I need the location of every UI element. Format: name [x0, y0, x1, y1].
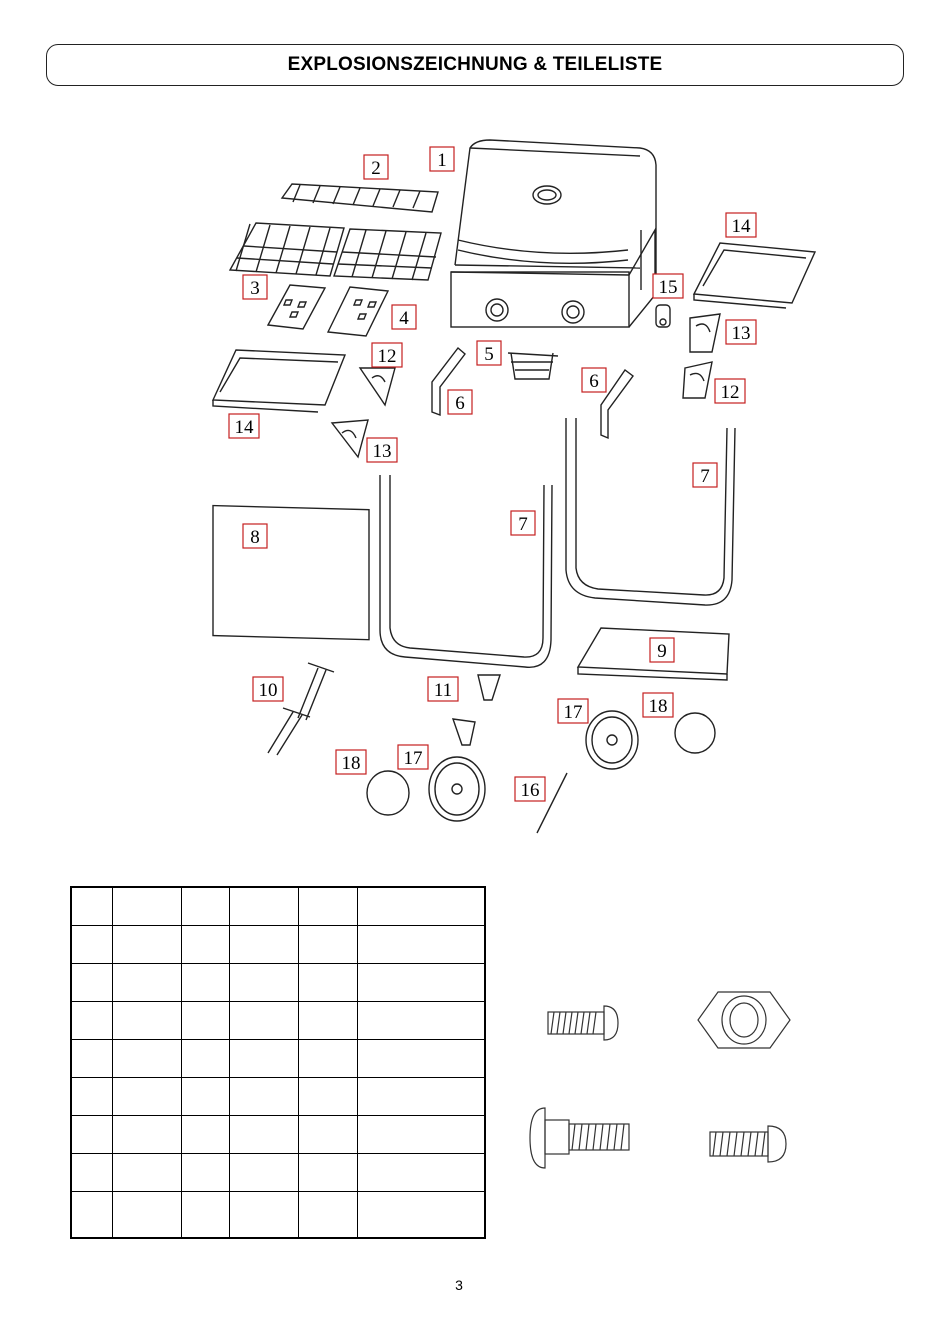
table-cell — [71, 1116, 113, 1154]
table-cell — [299, 1040, 358, 1078]
callout-label: 4 — [399, 308, 409, 329]
carriage-bolt-icon — [530, 1108, 629, 1168]
leg-frames-drawing — [380, 418, 735, 667]
callout-label: 10 — [258, 680, 278, 701]
table-cell — [299, 926, 358, 964]
callout-label: 6 — [589, 371, 599, 392]
table-cell — [113, 1002, 182, 1040]
header-box — [46, 44, 904, 86]
table-cell — [230, 1116, 299, 1154]
callout-6 — [582, 368, 606, 392]
table-cell — [182, 1116, 230, 1154]
wheel-brackets-drawing — [453, 675, 500, 745]
callout-label: 14 — [731, 216, 751, 237]
callout-18 — [336, 750, 366, 774]
table-row — [71, 1154, 485, 1192]
table-cell — [113, 1192, 182, 1239]
table-cell — [71, 1002, 113, 1040]
callout-label: 1 — [437, 150, 447, 171]
table-cell — [299, 1192, 358, 1239]
parts-list-table — [70, 886, 486, 1239]
callout-11 — [428, 677, 458, 701]
callout-1 — [430, 147, 454, 171]
table-cell — [358, 926, 486, 964]
table-cell — [230, 1002, 299, 1040]
callout-label: 9 — [657, 641, 667, 662]
callout-label: 17 — [403, 748, 423, 769]
callout-14 — [229, 414, 259, 438]
table-row — [71, 1002, 485, 1040]
callout-label: 6 — [455, 393, 465, 414]
table-cell — [113, 1040, 182, 1078]
table-cell — [182, 1192, 230, 1239]
callout-9 — [650, 638, 674, 662]
table-cell — [71, 887, 113, 926]
screw-icon — [548, 1006, 618, 1040]
callout-7 — [693, 463, 717, 487]
table-cell — [71, 926, 113, 964]
callout-14 — [726, 213, 756, 237]
table-cell — [299, 964, 358, 1002]
table-cell — [71, 1040, 113, 1078]
table-cell — [299, 1116, 358, 1154]
callout-15 — [653, 274, 683, 298]
table-cell — [299, 1078, 358, 1116]
callout-12 — [715, 379, 745, 403]
table-cell — [182, 1154, 230, 1192]
grill-head-drawing — [451, 140, 656, 327]
table-cell — [230, 1192, 299, 1239]
table-cell — [182, 887, 230, 926]
table-cell — [358, 964, 486, 1002]
callout-16 — [515, 777, 545, 801]
table-cell — [113, 1078, 182, 1116]
table-cell — [358, 1116, 486, 1154]
front-panel-drawing — [213, 506, 369, 640]
table-cell — [358, 1154, 486, 1192]
callout-2 — [364, 155, 388, 179]
table-row — [71, 1192, 485, 1239]
callout-label: 8 — [250, 527, 260, 548]
callout-label: 13 — [372, 441, 392, 462]
callout-label: 11 — [433, 680, 453, 701]
callout-label: 16 — [520, 780, 540, 801]
callout-label: 7 — [700, 466, 710, 487]
table-cell — [182, 964, 230, 1002]
callout-label: 14 — [234, 417, 254, 438]
table-cell — [230, 964, 299, 1002]
callout-4 — [392, 305, 416, 329]
table-row — [71, 1040, 485, 1078]
callout-7 — [511, 511, 535, 535]
table-row — [71, 1078, 485, 1116]
flame-tamers-drawing — [268, 285, 388, 336]
callout-label: 13 — [731, 323, 751, 344]
bolt-icon — [710, 1126, 786, 1162]
callout-12 — [372, 343, 402, 367]
table-cell — [71, 1154, 113, 1192]
table-cell — [358, 887, 486, 926]
table-cell — [230, 1154, 299, 1192]
callout-10 — [253, 677, 283, 701]
table-cell — [358, 1078, 486, 1116]
callout-5 — [477, 341, 501, 365]
callout-3 — [243, 275, 267, 299]
exploded-view-diagram — [0, 100, 950, 860]
table-cell — [182, 1040, 230, 1078]
table-cell — [299, 1002, 358, 1040]
callout-label: 7 — [518, 514, 528, 535]
table-row — [71, 964, 485, 1002]
callout-label: 18 — [648, 696, 668, 717]
corner-brackets-drawing — [332, 314, 720, 457]
callout-17 — [398, 745, 428, 769]
callout-8 — [243, 524, 267, 548]
table-row — [71, 887, 485, 926]
callout-label: 17 — [563, 702, 583, 723]
table-row — [71, 926, 485, 964]
hardware-illustrations — [520, 990, 810, 1190]
callout-label: 2 — [371, 158, 381, 179]
callout-18 — [643, 693, 673, 717]
table-cell — [230, 926, 299, 964]
table-cell — [113, 926, 182, 964]
table-cell — [113, 964, 182, 1002]
table-cell — [358, 1192, 486, 1239]
table-cell — [113, 1154, 182, 1192]
table-cell — [71, 964, 113, 1002]
callout-17 — [558, 699, 588, 723]
table-cell — [113, 887, 182, 926]
callout-label: 18 — [341, 753, 361, 774]
table-cell — [182, 926, 230, 964]
page-title: EXPLOSIONSZEICHNUNG & TEILELISTE — [287, 54, 663, 75]
table-cell — [71, 1192, 113, 1239]
table-cell — [230, 887, 299, 926]
table-cell — [230, 1078, 299, 1116]
table-cell — [299, 887, 358, 926]
table-cell — [113, 1116, 182, 1154]
table-cell — [182, 1002, 230, 1040]
callout-label: 5 — [484, 344, 494, 365]
callouts-layer — [229, 147, 756, 801]
hex-nut-icon — [698, 992, 790, 1048]
callout-13 — [367, 438, 397, 462]
table-cell — [230, 1040, 299, 1078]
callout-6 — [448, 390, 472, 414]
callout-label: 3 — [250, 278, 260, 299]
callout-label: 15 — [658, 277, 678, 298]
cooking-grates-drawing — [230, 223, 441, 280]
table-cell — [71, 1078, 113, 1116]
warming-rack-drawing — [282, 184, 438, 212]
callout-label: 12 — [377, 346, 397, 367]
table-cell — [299, 1154, 358, 1192]
regulator-drawing — [656, 305, 670, 327]
table-cell — [182, 1078, 230, 1116]
wheels-drawing — [429, 711, 638, 821]
callout-13 — [726, 320, 756, 344]
table-row — [71, 1116, 485, 1154]
table-cell — [358, 1002, 486, 1040]
page-number: 3 — [455, 1277, 463, 1293]
grease-tray-drawing — [508, 353, 558, 379]
table-cell — [358, 1040, 486, 1078]
callout-label: 12 — [720, 382, 740, 403]
